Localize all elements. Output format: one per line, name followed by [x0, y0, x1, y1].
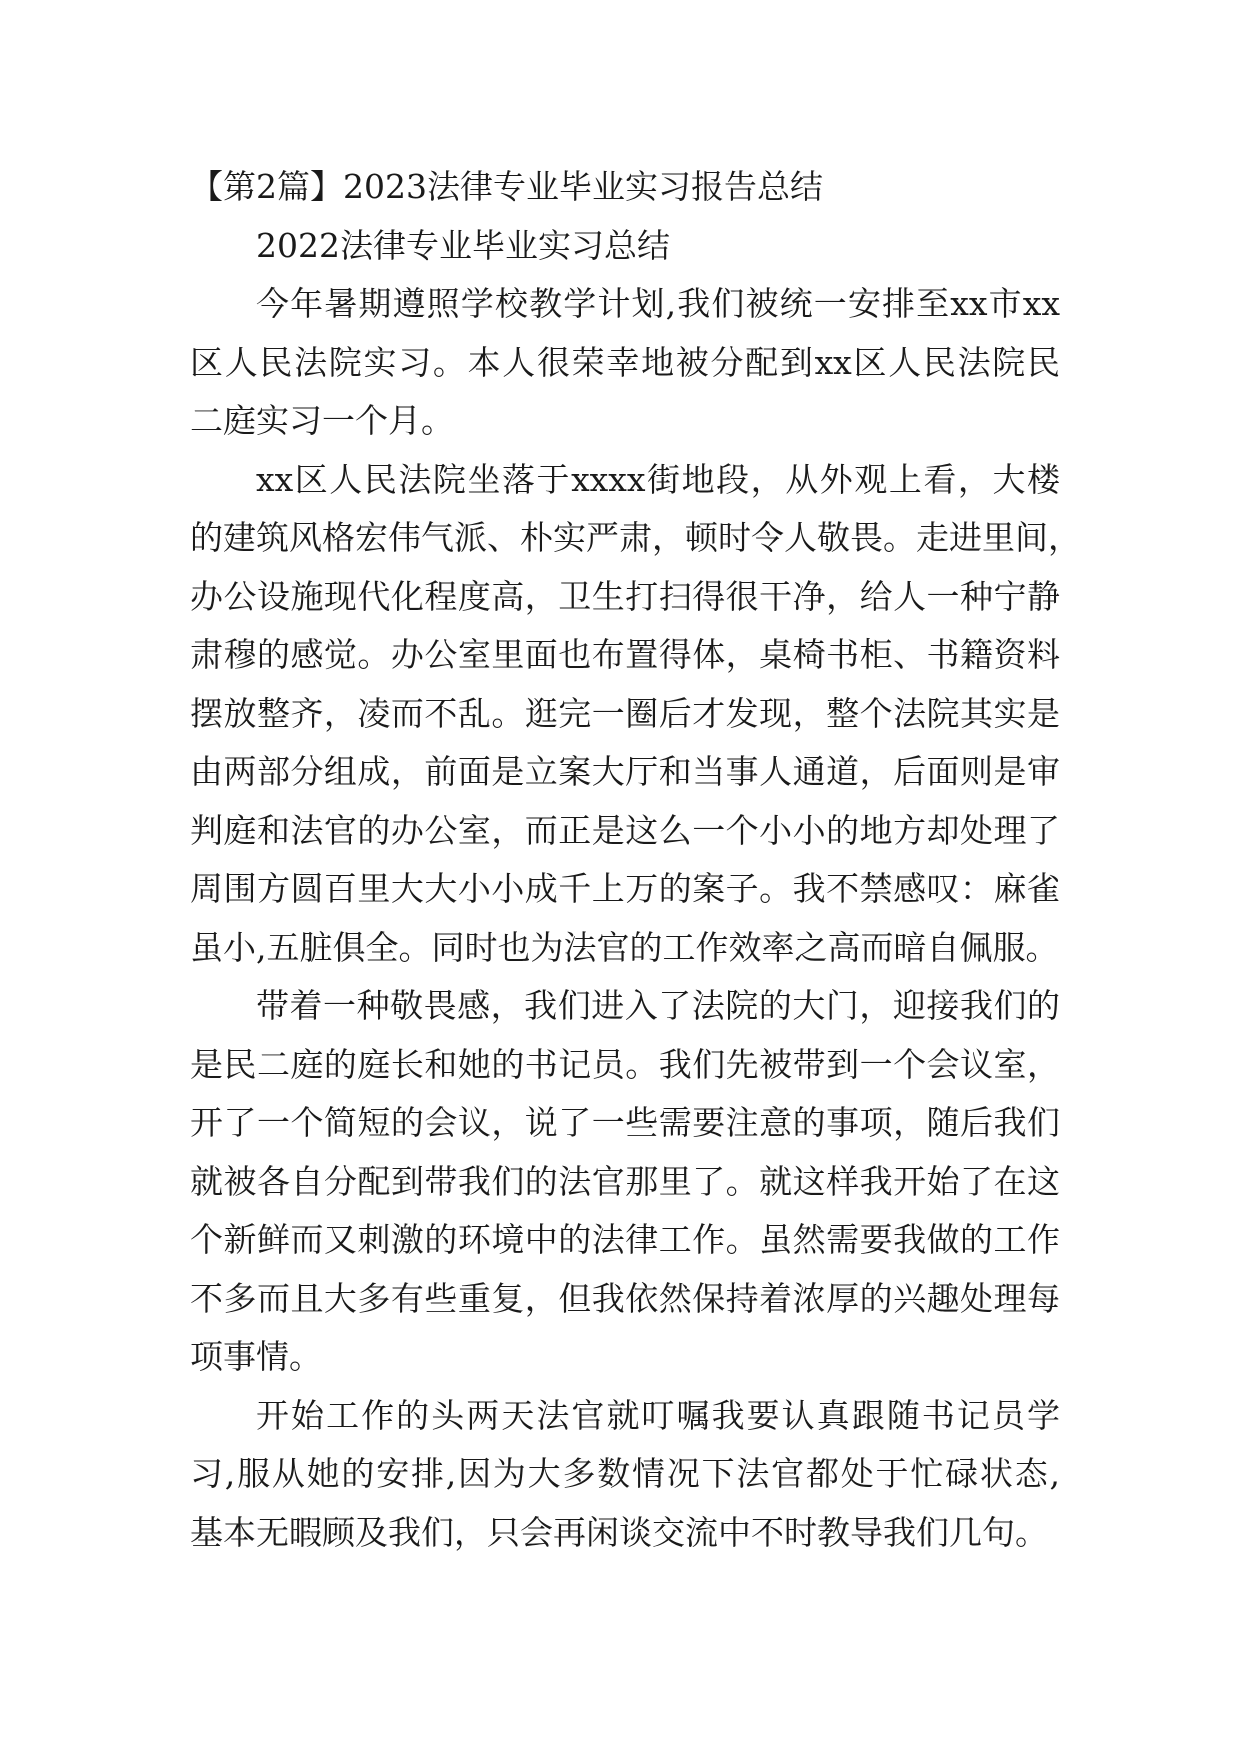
paragraph-line: 今年暑期遵照学校教学计划,我们被统一安排至xx市xx — [256, 284, 1060, 323]
document-page — [190, 158, 1081, 1562]
paragraph-line: 虽小,五脏俱全。同时也为法官的工作效率之高而暗自佩服。 — [190, 927, 1059, 967]
paragraph-line: 是民二庭的庭长和她的书记员。我们先被带到一个会议室， — [190, 1044, 1060, 1084]
paragraph-line: 区人民法院实习。本人很荣幸地被分配到xx区人民法院民 — [190, 342, 1060, 382]
paragraph-line: 肃穆的感觉。办公室里面也布置得体，桌椅书柜、书籍资料 — [190, 635, 1060, 674]
paragraph-line: 项事情。 — [190, 1337, 322, 1376]
paragraph-line: 摆放整齐，凌而不乱。逛完一圈后才发现，整个法院其实是 — [190, 693, 1060, 733]
paragraph-line: 个新鲜而又刺激的环境中的法律工作。虽然需要我做的工作 — [190, 1220, 1060, 1259]
paragraph-line: 基本无暇顾及我们，只会再闲谈交流中不时教导我们几句。 — [190, 1512, 1048, 1552]
paragraph-line: 开了一个简短的会议，说了一些需要注意的事项，随后我们 — [190, 1103, 1060, 1142]
paragraph-line: 办公设施现代化程度高，卫生打扫得很干净，给人一种宁静 — [190, 576, 1060, 616]
document-body — [190, 275, 1081, 1562]
paragraph-line: 由两部分组成，前面是立案大厅和当事人通道，后面则是审 — [190, 752, 1060, 791]
paragraph-line: xx区人民法院坐落于xxxx街地段，从外观上看，大楼 — [256, 459, 1060, 499]
paragraph — [190, 1387, 1060, 1563]
document-subtitle: 2022法律专业毕业实习总结 — [256, 225, 670, 265]
paragraph-line: 二庭实习一个月。 — [190, 401, 454, 440]
paragraph — [190, 275, 1060, 451]
paragraph-line: 周围方圆百里大大小小成千上万的案子。我不禁感叹：麻雀 — [190, 869, 1060, 908]
paragraph — [190, 451, 1081, 978]
paragraph-line: 开始工作的头两天法官就叮嘱我要认真跟随书记员学 — [256, 1395, 1060, 1435]
paragraph-line: 就被各自分配到带我们的法官那里了。就这样我开始了在这 — [190, 1161, 1060, 1201]
paragraph-line: 带着一种敬畏感，我们进入了法院的大门，迎接我们的 — [256, 986, 1060, 1025]
paragraph-line: 判庭和法官的办公室，而正是这么一个小小的地方却处理了 — [190, 810, 1060, 850]
paragraph-line: 习,服从她的安排,因为大多数情况下法官都处于忙碌状态, — [190, 1454, 1060, 1493]
document-title: 【第2篇】2023法律专业毕业实习报告总结 — [190, 167, 823, 206]
paragraph-line: 的建筑风格宏伟气派、朴实严肃，顿时令人敬畏。走进里间， — [190, 518, 1081, 557]
paragraph — [190, 977, 1060, 1387]
paragraph-line: 不多而且大多有些重复，但我依然保持着浓厚的兴趣处理每 — [190, 1278, 1060, 1318]
